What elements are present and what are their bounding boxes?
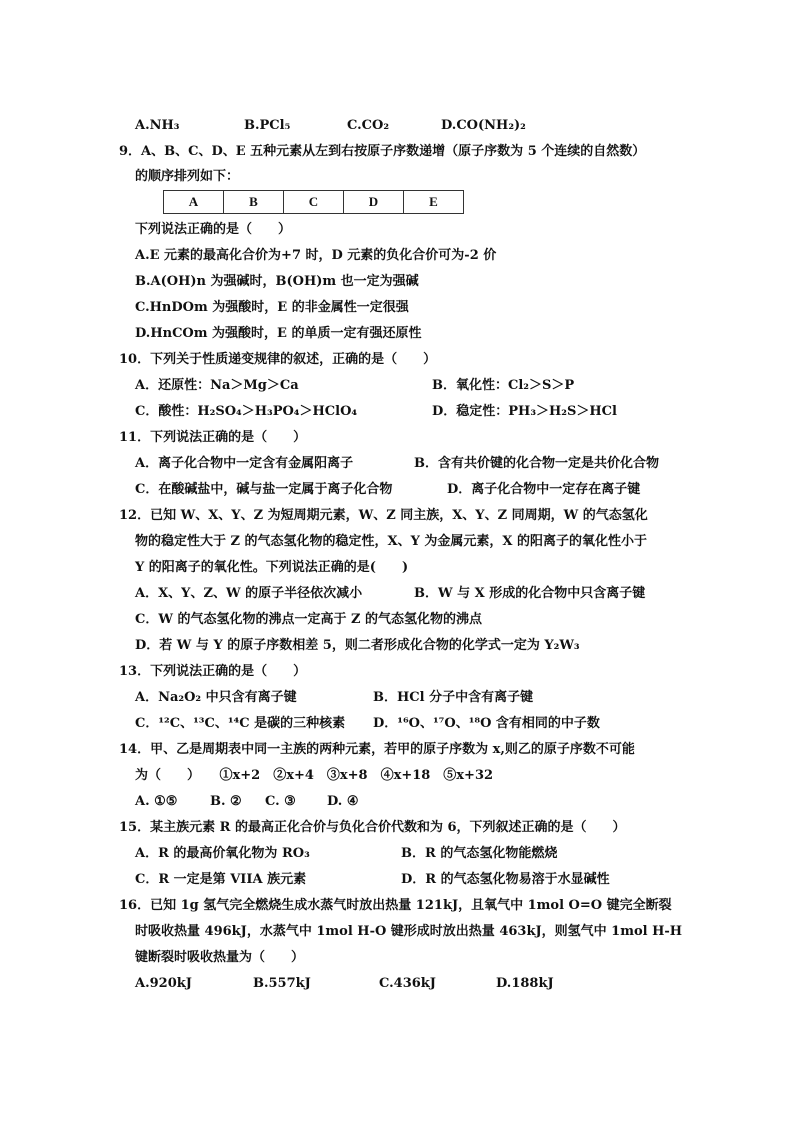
- q14-stem-line1: 14．甲、乙是周期表中同一主族的两种元素，若甲的原子序数为 x,则乙的原子序数不可能: [119, 742, 635, 757]
- q8-option-d: D.CO(NH₂)₂: [441, 118, 526, 133]
- q15-option-a: A．R 的最高价氧化物为 RO₃: [135, 846, 310, 861]
- q14-stem-line2: 为（ ） ①x+2 ②x+4 ③x+8 ④x+18 ⑤x+32: [135, 768, 494, 783]
- q9-table-cell: B: [224, 191, 284, 214]
- q12-stem-line1: 12．已知 W、X、Y、Z 为短周期元素，W、Z 同主族，X、Y、Z 同周期，W 的气态氢化: [119, 508, 648, 523]
- q9-option-c: C.HnDOm 为强酸时，E 的非金属性一定很强: [135, 300, 409, 315]
- q16-stem-line2: 时吸收热量 496kJ，水蒸气中 1mol H-O 键形成时放出热量 463kJ，则氢气中 1mol H-H: [135, 924, 683, 939]
- q13-option-d: D．¹⁶O、¹⁷O、¹⁸O 含有相同的中子数: [373, 716, 600, 731]
- q9-element-table: [163, 190, 464, 214]
- q10-option-b: B．氧化性：Cl₂＞S＞P: [432, 378, 575, 393]
- q12-stem-line2: 物的稳定性大于 Z 的气态氢化物的稳定性，X、Y 为金属元素，X 的阳离子的氧化性小于: [135, 534, 648, 549]
- q12-option-a: A．X、Y、Z、W 的原子半径依次减小: [135, 586, 363, 601]
- q16-stem-line3: 键断裂时吸收热量为（ ）: [135, 950, 305, 965]
- q10-option-a: A．还原性：Na＞Mg＞Ca: [135, 378, 299, 393]
- q10-option-d: D．稳定性：PH₃＞H₂S＞HCl: [432, 404, 617, 419]
- q16-option-c: C.436kJ: [379, 976, 436, 991]
- q10-option-c: C．酸性：H₂SO₄＞H₃PO₄＞HClO₄: [135, 404, 358, 419]
- q9-table-cell: D: [344, 191, 404, 214]
- q15-option-d: D．R 的气态氢化物易溶于水显碱性: [401, 872, 610, 887]
- q13-option-c: C．¹²C、¹³C、¹⁴C 是碳的三种核素: [135, 716, 346, 731]
- q14-option-a: A. ①⑤: [135, 794, 178, 809]
- q10-stem: 10．下列关于性质递变规律的叙述，正确的是（ ）: [119, 352, 437, 367]
- q16-option-a: A.920kJ: [135, 976, 192, 991]
- q16-stem-line1: 16．已知 1g 氢气完全燃烧生成水蒸气时放出热量 121kJ，且氧气中 1mol O=O 键完全断裂: [119, 898, 672, 913]
- q9-table-cell: A: [164, 191, 224, 214]
- q16-option-b: B.557kJ: [253, 976, 311, 991]
- q9-stem-line2: 的顺序排列如下：: [135, 169, 240, 184]
- q9-table-cell: C: [284, 191, 344, 214]
- q8-option-c: C.CO₂: [347, 118, 390, 133]
- q8-option-a: A.NH₃: [135, 118, 180, 133]
- q11-option-d: D．离子化合物中一定存在离子键: [447, 482, 641, 497]
- q9-option-d: D.HnCOm 为强酸时，E 的单质一定有强还原性: [135, 326, 422, 341]
- q14-option-d: D. ④: [327, 794, 359, 809]
- q14-option-c: C. ③: [265, 794, 296, 809]
- q12-option-c: C．W 的气态氢化物的沸点一定高于 Z 的气态氢化物的沸点: [135, 612, 483, 627]
- q12-stem-line3: Y 的阳离子的氧化性。下列说法正确的是( ): [135, 560, 409, 575]
- q11-stem: 11．下列说法正确的是（ ）: [119, 430, 307, 445]
- q11-option-b: B．含有共价键的化合物一定是共价化合物: [414, 456, 659, 471]
- q15-stem: 15．某主族元素 R 的最高正化合价与负化合价代数和为 6，下列叙述正确的是（ ）: [119, 820, 626, 835]
- q9-table-cell: E: [404, 191, 464, 214]
- q11-option-c: C．在酸碱盐中，碱与盐一定属于离子化合物: [135, 482, 393, 497]
- q15-option-b: B．R 的气态氢化物能燃烧: [401, 846, 558, 861]
- q11-option-a: A．离子化合物中一定含有金属阳离子: [135, 456, 354, 471]
- q13-option-a: A．Na₂O₂ 中只含有离子键: [135, 690, 297, 705]
- q12-option-d: D．若 W 与 Y 的原子序数相差 5，则二者形成化合物的化学式一定为 Y₂W₃: [135, 638, 580, 653]
- q9-option-a: A.E 元素的最高化合价为+7 时，D 元素的负化合价可为-2 价: [135, 248, 497, 263]
- q16-option-d: D.188kJ: [496, 976, 554, 991]
- q14-option-b: B. ②: [210, 794, 242, 809]
- q15-option-c: C．R 一定是第 VIIA 族元素: [135, 872, 307, 887]
- q13-stem: 13．下列说法正确的是（ ）: [119, 664, 307, 679]
- q13-option-b: B．HCl 分子中含有离子键: [373, 690, 534, 705]
- q12-option-b: B．W 与 X 形成的化合物中只含离子键: [414, 586, 646, 601]
- q9-stem-line1: 9．A、B、C、D、E 五种元素从左到右按原子序数递增（原子序数为 5 个连续的自然数）: [119, 144, 646, 159]
- q9-prompt: 下列说法正确的是（ ）: [135, 222, 292, 237]
- q9-option-b: B.A(OH)n 为强碱时，B(OH)m 也一定为强碱: [135, 274, 419, 289]
- q8-option-b: B.PCl₅: [244, 118, 291, 133]
